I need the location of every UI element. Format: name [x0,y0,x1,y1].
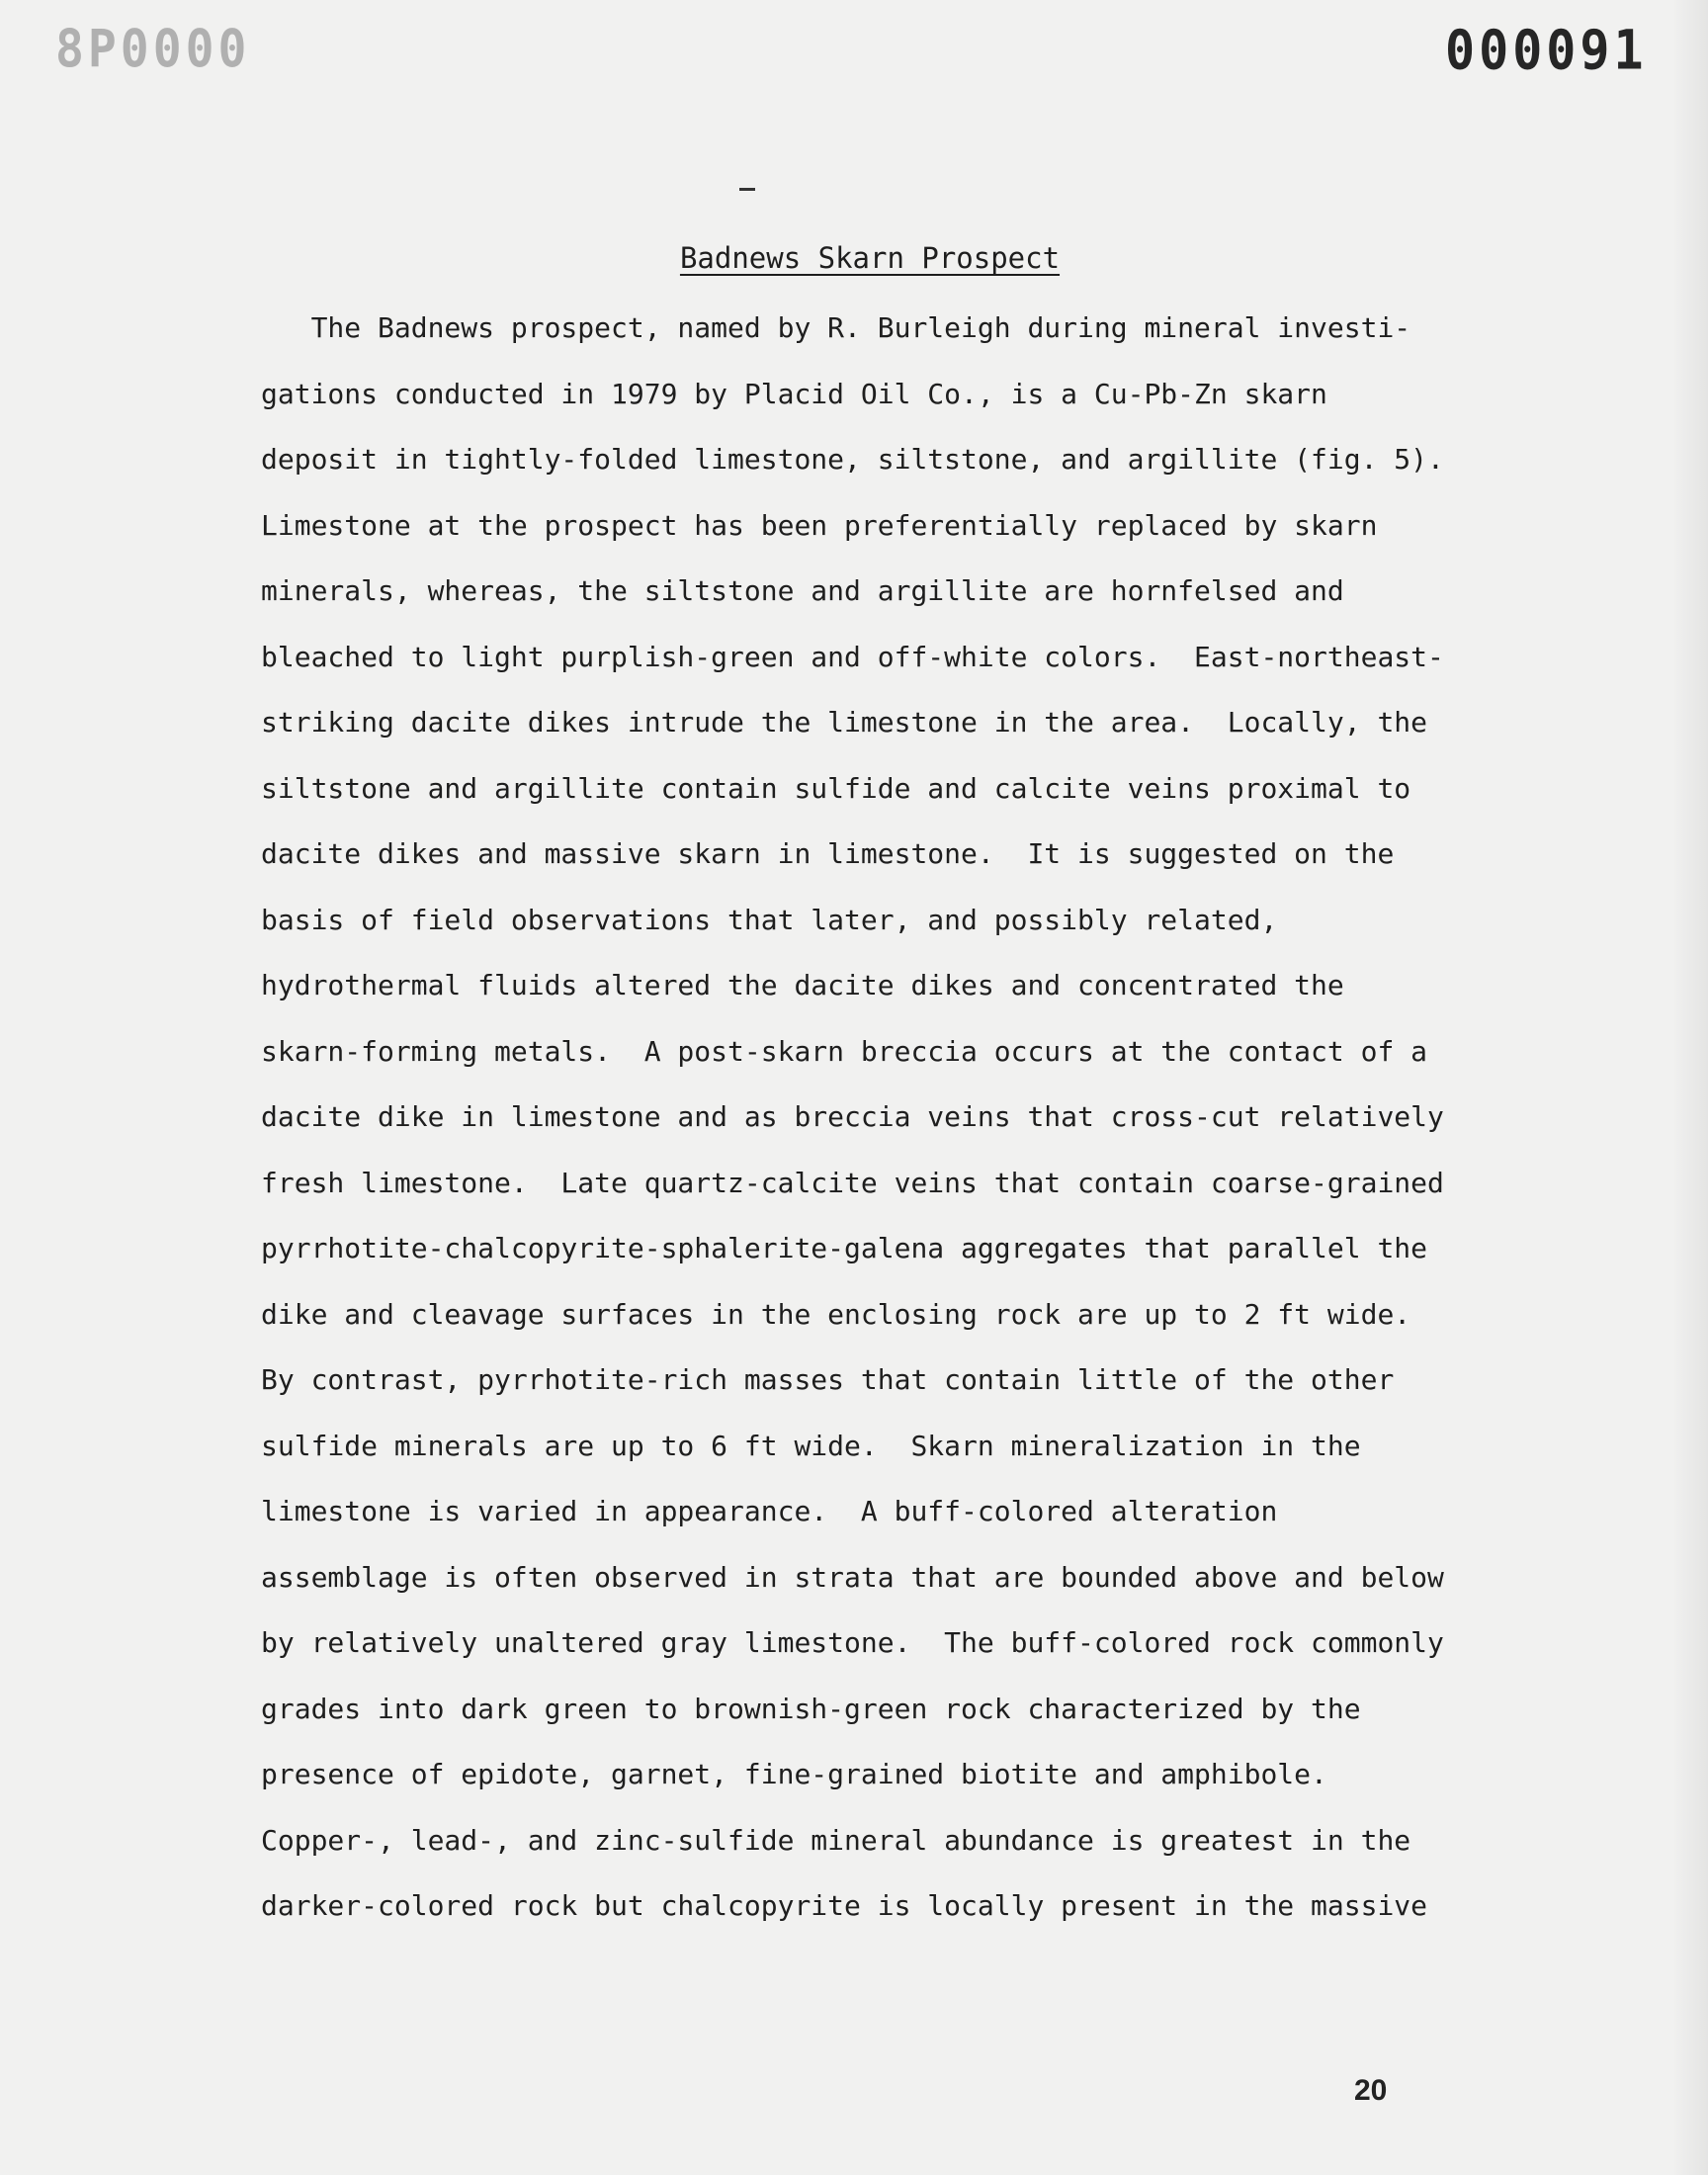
page-number: 20 [1354,2074,1388,2107]
page-title: Badnews Skarn Prospect [679,241,1061,275]
text-line: Limestone at the prospect has been preferentially replaced by skarn [261,508,1378,542]
text-line: basis of field observations that later, and possibly related, [261,903,1278,936]
text-line: presence of epidote, garnet, fine-grained biotite and amphibole. [261,1758,1327,1790]
text-line: fresh limestone. Late quartz-calcite veins that contain coarse-grained [261,1166,1444,1199]
text-line: dacite dike in limestone and as breccia veins that cross-cut relatively [261,1100,1444,1133]
text-line: pyrrhotite-chalcopyrite-sphalerite-galena aggregates that parallel the [261,1232,1428,1264]
text-line: assemblage is often observed in strata that are bounded above and below [261,1560,1444,1594]
text-line: limestone is varied in appearance. A buff-colored alteration [261,1495,1278,1527]
text-line: siltstone and argillite contain sulfide and calcite veins proximal to [261,771,1411,805]
text-line: skarn-forming metals. A post-skarn breccia occurs at the contact of a [261,1034,1428,1068]
text-line: darker-colored rock but chalcopyrite is locally present in the massive [261,1889,1428,1922]
text-line: deposit in tightly-folded limestone, siltstone, and argillite (fig. 5). [261,443,1444,476]
faint-stamp-number: 8P0000 [55,19,251,80]
text-line: by relatively unaltered gray limestone. The buff-colored rock commonly [261,1626,1444,1659]
text-line: By contrast, pyrrhotite-rich masses that contain little of the other [261,1363,1395,1396]
document-stamp-number: 000091 [1445,19,1648,82]
text-line: Copper-, lead-, and zinc-sulfide mineral abundance is greatest in the [261,1823,1411,1857]
body-text [261,303,1447,1947]
text-line: dacite dikes and massive skarn in limestone. It is suggested on the [261,837,1395,870]
text-line: hydrothermal fluids altered the dacite dikes and concentrated the [261,969,1344,1001]
text-line: minerals, whereas, the siltstone and argillite are hornfelsed and [261,574,1344,607]
text-line: bleached to light purplish-green and off-white colors. East-northeast- [261,640,1444,673]
text-line: grades into dark green to brownish-green rock characterized by the [261,1692,1361,1725]
text-line: dike and cleavage surfaces in the enclosing rock are up to 2 ft wide. [261,1297,1411,1331]
text-line: gations conducted in 1979 by Placid Oil Co., is a Cu-Pb-Zn skarn [261,377,1327,410]
text-line: striking dacite dikes intrude the limestone in the area. Locally, the [261,706,1428,739]
text-line: The Badnews prospect, named by R. Burleigh during mineral investi- [261,311,1411,344]
stray-mark [739,188,755,191]
text-line: sulfide minerals are up to 6 ft wide. Skarn mineralization in the [261,1429,1361,1462]
page-edge-shadow [1674,0,1708,2175]
